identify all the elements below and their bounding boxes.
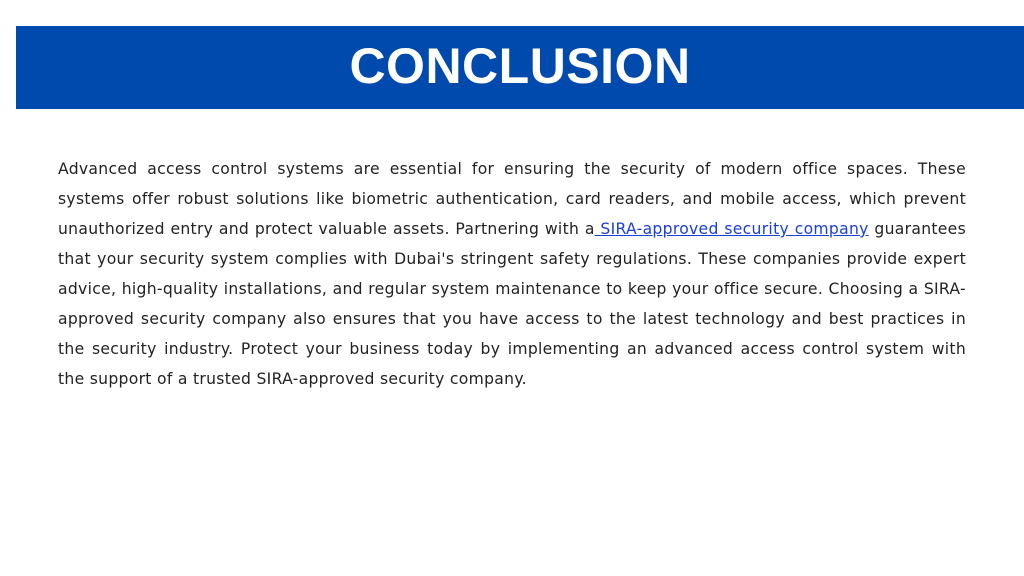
paragraph-text-before-link: Advanced access control systems are essential for ensuring the security of modern office spaces. These systems offer robust solutions like biometric authentication, card readers, and mobile access, which prevent unauthorized entry and protect valuable assets. Partnering with a [58, 160, 966, 238]
title-banner [16, 26, 1024, 109]
slide-title: CONCLUSION [349, 37, 691, 94]
conclusion-paragraph [58, 154, 966, 394]
sira-approved-security-company-link[interactable]: SIRA-approved security company [594, 220, 869, 238]
paragraph-text-after-link: guarantees that your security system complies with Dubai's stringent safety regulations. These companies provide expert advice, high-quality installations, and regular system maintenance to keep your office secure. Choosing a SIRA-approved security company also ensures that you have access to the latest technology and best practices in the security industry. Protect your business today by implementing an advanced access control system with the support of a trusted SIRA-approved security company. [58, 220, 966, 388]
